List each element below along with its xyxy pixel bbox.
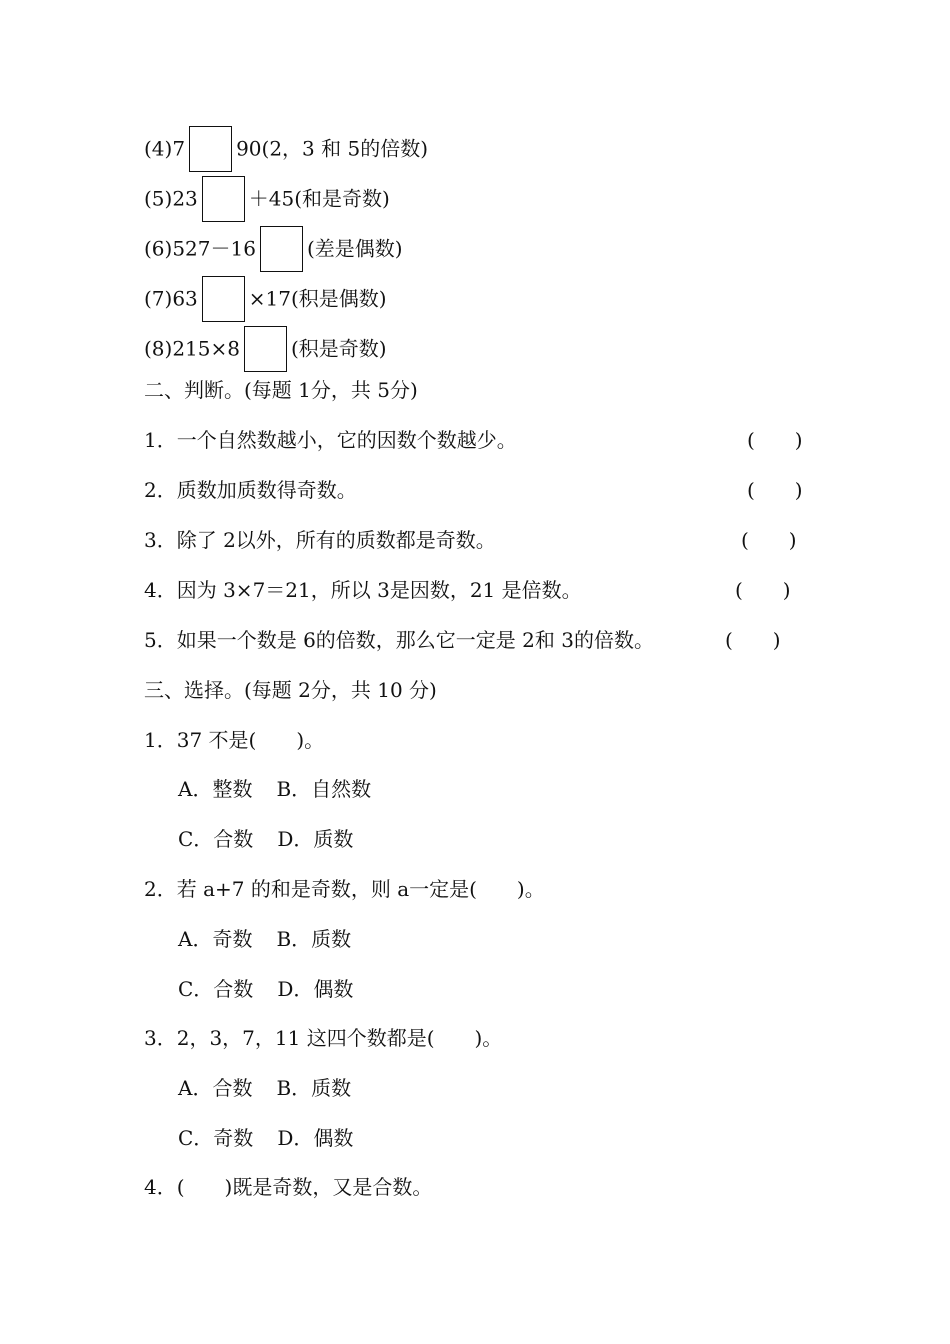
answer-box[interactable] [189,126,232,172]
fill-item-pre: (4)7 [144,136,186,161]
answer-paren[interactable]: ( ) [725,628,781,652]
answer-box[interactable] [260,226,303,272]
choice-option[interactable]: B．质数 [276,1076,352,1100]
fill-item-7 [144,277,387,311]
choice-option[interactable]: C．奇数 [178,1126,254,1150]
choice-options-row [178,1125,353,1151]
fill-item-8 [144,327,387,361]
answer-box[interactable] [244,326,287,372]
choice-options-row [178,776,371,802]
fill-item-pre: (8)215×8 [144,336,240,361]
fill-item-6 [144,227,403,261]
answer-paren[interactable]: ( ) [741,528,797,552]
answer-box[interactable] [202,276,245,322]
section-heading: 三、选择。(每题 2分，共 10 分) [144,678,437,702]
fill-item-5 [144,177,390,211]
answer-paren[interactable]: ( ) [735,578,791,602]
choice-options-row [178,826,353,852]
choice-options-row [178,1075,351,1101]
choice-option[interactable]: A．合数 [178,1076,253,1100]
fill-item-post: ＋45(和是奇数) [248,186,390,211]
fill-item-pre: (7)63 [144,286,198,311]
section-heading: 二、判断。(每题 1分，共 5分) [144,378,418,402]
choice-question-stem: 3．2，3，7，11 这四个数都是( )。 [144,1026,503,1050]
choice-options-row [178,976,353,1002]
choice-option[interactable]: B．质数 [276,927,352,951]
choice-option[interactable]: C．合数 [178,827,254,851]
answer-box[interactable] [202,176,245,222]
choice-question-stem: 4．( )既是奇数，又是合数。 [144,1175,433,1199]
fill-item-pre: (5)23 [144,186,198,211]
judge-item-text: 4．因为 3×7＝21，所以 3是因数，21 是倍数。 [144,578,582,602]
fill-item-post: 90(2，3 和 5的倍数) [236,136,429,161]
choice-options-row [178,926,351,952]
choice-option[interactable]: C．合数 [178,977,254,1001]
judge-item-text: 3．除了 2以外，所有的质数都是奇数。 [144,528,496,552]
judge-item-text: 1．一个自然数越小，它的因数个数越少。 [144,428,517,452]
fill-item-post: ×17(积是偶数) [248,286,387,311]
choice-option[interactable]: D．偶数 [277,977,354,1001]
choice-question-stem: 2．若 a+7 的和是奇数，则 a一定是( )。 [144,877,545,901]
answer-paren[interactable]: ( ) [747,428,803,452]
fill-item-4 [144,127,429,161]
choice-option[interactable]: A．奇数 [178,927,253,951]
choice-option[interactable]: A．整数 [178,777,253,801]
choice-option[interactable]: D．偶数 [277,1126,354,1150]
answer-paren[interactable]: ( ) [747,478,803,502]
choice-option[interactable]: D．质数 [277,827,354,851]
fill-item-post: (差是偶数) [306,236,403,261]
judge-item-text: 2．质数加质数得奇数。 [144,478,357,502]
choice-option[interactable]: B．自然数 [276,777,372,801]
fill-item-post: (积是奇数) [291,336,387,361]
fill-item-pre: (6)527－16 [144,236,256,261]
choice-question-stem: 1．37 不是( )。 [144,728,325,752]
judge-item-text: 5．如果一个数是 6的倍数，那么它一定是 2和 3的倍数。 [144,628,654,652]
